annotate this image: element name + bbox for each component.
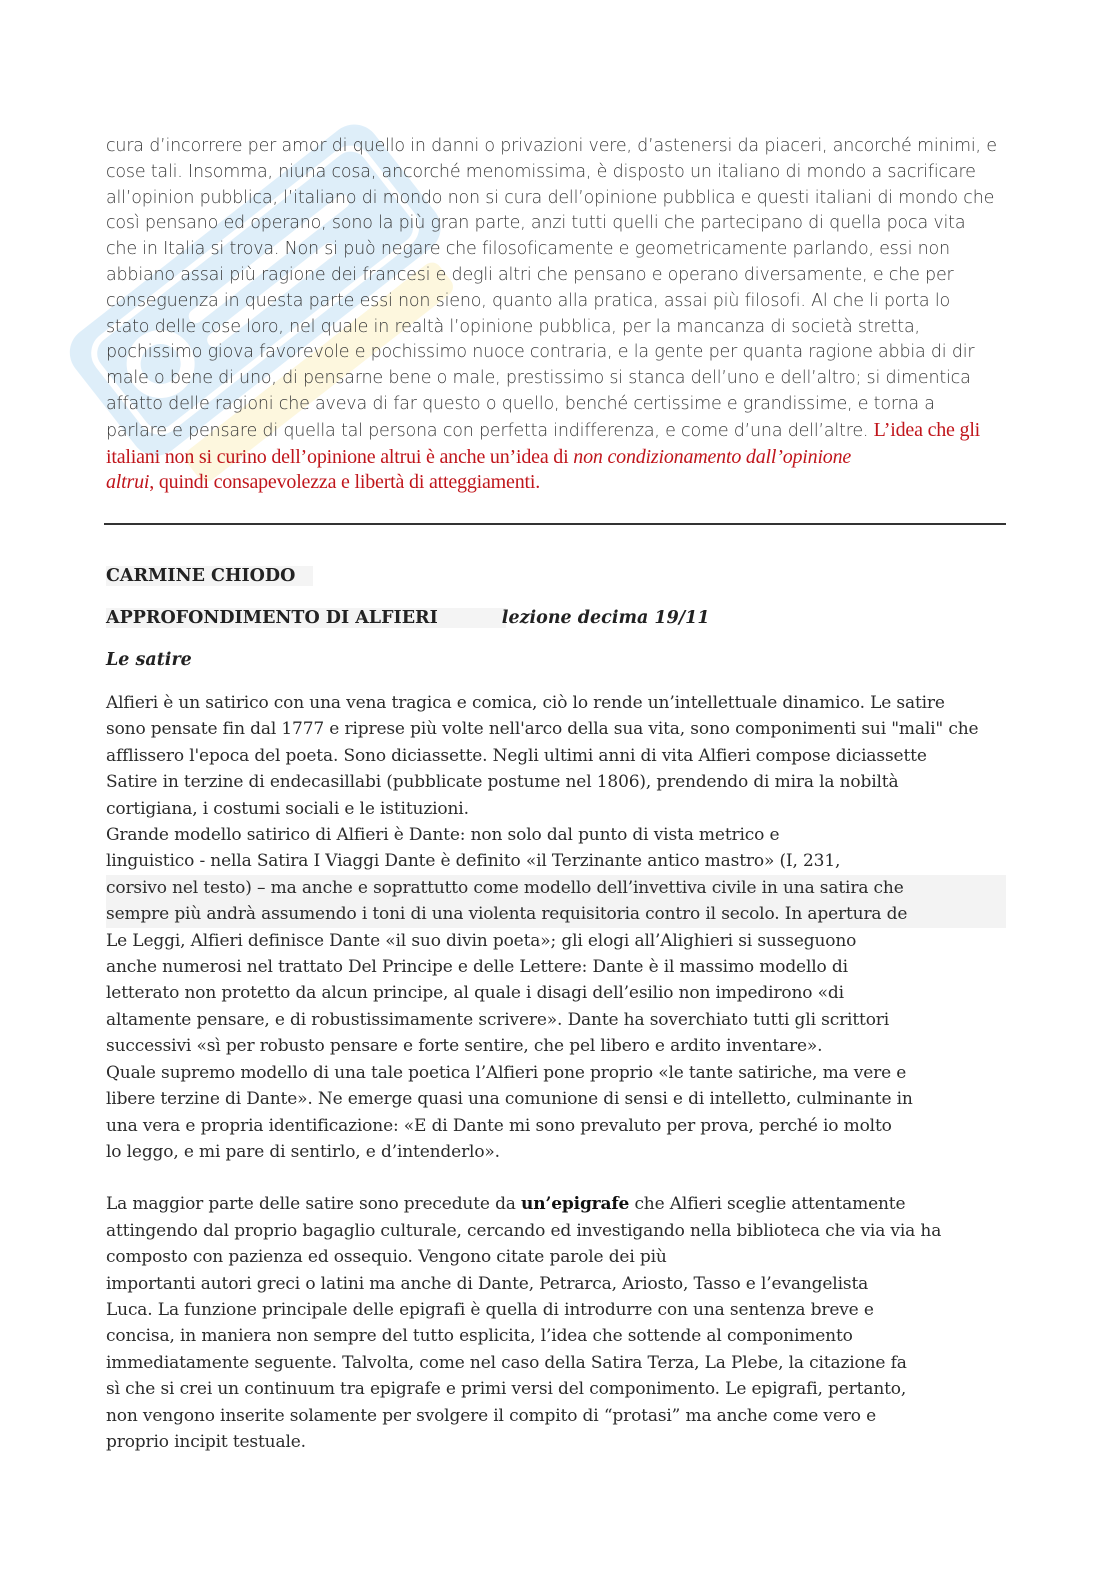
text-line: altamente pensare, e di robustissimamente scrivere». Dante ha soverchiato tutti gli scrittori xyxy=(106,1009,890,1030)
text-line: lo leggo, e mi pare di sentirlo, e d’intenderlo». xyxy=(106,1141,500,1162)
text-line: linguistico - nella Satira I Viaggi Dante è definito «il Terzinante antico mastro» (I, 231, xyxy=(106,851,841,872)
text-line xyxy=(106,418,1006,445)
text-line: conseguenza in questa parte essi non sieno, quanto alla pratica, assai più filosofi. Al che li porta lo xyxy=(106,290,950,311)
text-line: Grande modello satirico di Alfieri è Dante: non solo dal punto di vista metrico e xyxy=(106,825,780,846)
bold-term: un’epigrafe xyxy=(521,1194,630,1215)
text-line: sono pensate fin dal 1777 e riprese più volte nell'arco della sua vita, sono componimenti sui "mali" che xyxy=(106,719,979,740)
text-line: non vengono inserite solamente per svolgere il compito di “protasi” ma anche come vero e xyxy=(106,1405,876,1426)
text-line: cose tali. Insomma, niuna cosa, ancorché menomissima, è disposto un italiano di mondo a sacrificare xyxy=(106,161,976,182)
text-line: all’opinion pubblica, l’italiano di mondo non si cura dell’opinione pubblica e questi italiani di mondo che xyxy=(106,187,995,208)
highlight-text-red: L’idea che gli xyxy=(873,418,981,441)
text-plain: La maggior parte delle satire sono precedute da xyxy=(106,1194,522,1215)
text-line: proprio incipit testuale. xyxy=(106,1431,306,1452)
highlight-text-red-italic: non condizionamento dall’opinione xyxy=(573,445,852,468)
text-line xyxy=(106,1191,1006,1217)
text-plain: che Alfieri sceglie attentamente xyxy=(629,1194,906,1215)
passage-a-text xyxy=(106,134,1006,496)
text-line: Quale supremo modello di una tale poetica l’Alfieri pone proprio «le tante satiriche, ma vere e xyxy=(106,1062,907,1083)
text-line: sempre più andrà assumendo i toni di una violenta requisitoria contro il secolo. In apertura de xyxy=(106,901,1006,927)
text-line: importanti autori greci o latini ma anche di Dante, Petrarca, Ariosto, Tasso e l’evangelista xyxy=(106,1273,869,1294)
text-line: libere terzine di Dante». Ne emerge quasi una comunione di sensi e di intelletto, culminante in xyxy=(106,1089,913,1110)
text-line: letterato non protetto da alcun principe, al quale i disagi dell’esilio non impedirono «di xyxy=(106,983,844,1004)
author-name: CARMINE CHIODO xyxy=(106,566,313,586)
text-line: così pensano ed operano, sono la più gran parte, anzi tutti quelli che partecipano di quella poca vita xyxy=(106,213,966,234)
text-line: Le Leggi, Alfieri definisce Dante «il suo divin poeta»; gli elogi all’Alighieri si susseguono xyxy=(106,930,857,951)
highlight-text-red: , quindi consapevolezza e libertà di atteggiamenti xyxy=(149,471,536,494)
text-line: Alfieri è un satirico con una vena tragica e comica, ciò lo rende un’intellettuale dinamico. Le satire xyxy=(106,693,945,713)
highlight-text-red: . xyxy=(535,471,541,494)
text-line: male o bene di uno, di pensarne bene o male, prestissimo si stanca dell’uno e dell’altro; si dimentica xyxy=(106,368,971,389)
text-line: sì che si crei un continuum tra epigrafe e primi versi del componimento. Le epigrafi, pertanto, xyxy=(106,1379,907,1400)
horizontal-divider xyxy=(104,523,1006,525)
text-line: pochissimo giova favorevole e pochissimo nuoce contraria, e la gente per quanta ragione abbia di dir xyxy=(106,342,975,363)
subheading: Le satire xyxy=(106,650,192,670)
section-heading xyxy=(106,608,710,628)
highlight-text-red-italic: altrui xyxy=(106,471,150,494)
text-line: che in Italia si trova. Non si può negare che filosoficamente e geometricamente parlando, essi non xyxy=(106,239,950,260)
passage-b xyxy=(106,690,1006,1455)
text-line: successivi «sì per robusto pensare e forte sentire, che pel libero e ardito inventare». xyxy=(106,1036,823,1057)
text-line: una vera e propria identificazione: «E di Dante mi sono prevaluto per prova, perché io molto xyxy=(106,1115,892,1136)
text-line: affatto delle ragioni che aveva di far questo o quello, benché certissime e grandissime, e torna a xyxy=(106,393,935,414)
text-line: afflissero l'epoca del poeta. Sono diciassette. Negli ultimi anni di vita Alfieri compose diciassette xyxy=(106,745,927,766)
highlight-line-red xyxy=(106,470,1006,496)
text-line: Satire in terzine di endecasillabi (pubblicate postume nel 1806), prendendo di mira la nobiltà xyxy=(106,772,899,793)
text-line: abbiano assai più ragione dei francesi e degli altri che pensano e operano diversamente, e che per xyxy=(106,264,954,285)
text-line: concisa, in maniera non sempre del tutto esplicita, l’idea che sottende al componimento xyxy=(106,1326,853,1347)
text-line: corsivo nel testo) – ma anche e soprattutto come modello dell’invettiva civile in una satira che xyxy=(106,875,1006,901)
text-line: cortigiana, i costumi sociali e le istituzioni. xyxy=(106,798,469,819)
passage-a xyxy=(106,134,1006,496)
text-line: stato delle cose loro, nel quale in realtà l’opinione pubblica, per la mancanza di società stretta, xyxy=(106,316,920,337)
text-line: Luca. La funzione principale delle epigrafi è quella di introdurre con una sentenza breve e xyxy=(106,1299,874,1320)
text-line: anche numerosi nel trattato Del Principe e delle Lettere: Dante è il massimo modello di xyxy=(106,957,848,978)
text-line: cura d’incorrere per amor di quello in danni o privazioni vere, d’astenersi da piaceri, ancorché minimi, e xyxy=(106,136,997,156)
lesson-label: lezione decima 19/11 xyxy=(501,608,710,628)
text-line: immediatamente seguente. Talvolta, come nel caso della Satira Terza, La Plebe, la citazione fa xyxy=(106,1352,907,1373)
text-line: composto con pazienza ed ossequio. Vengono citate parole dei più xyxy=(106,1247,667,1268)
section-title: APPROFONDIMENTO DI ALFIERI xyxy=(106,608,506,628)
paragraph-gap xyxy=(106,1165,1006,1191)
highlight-text-red: italiani non si curino dell’opinione altrui è anche un’idea di xyxy=(106,445,574,468)
text-plain: parlare e pensare di quella tal persona con perfetta indifferenza, e come d’una dell’altre. xyxy=(106,420,874,441)
highlight-line-red xyxy=(106,445,1006,471)
text-line: attingendo dal proprio bagaglio culturale, cercando ed investigando nella biblioteca che via via ha xyxy=(106,1220,942,1241)
